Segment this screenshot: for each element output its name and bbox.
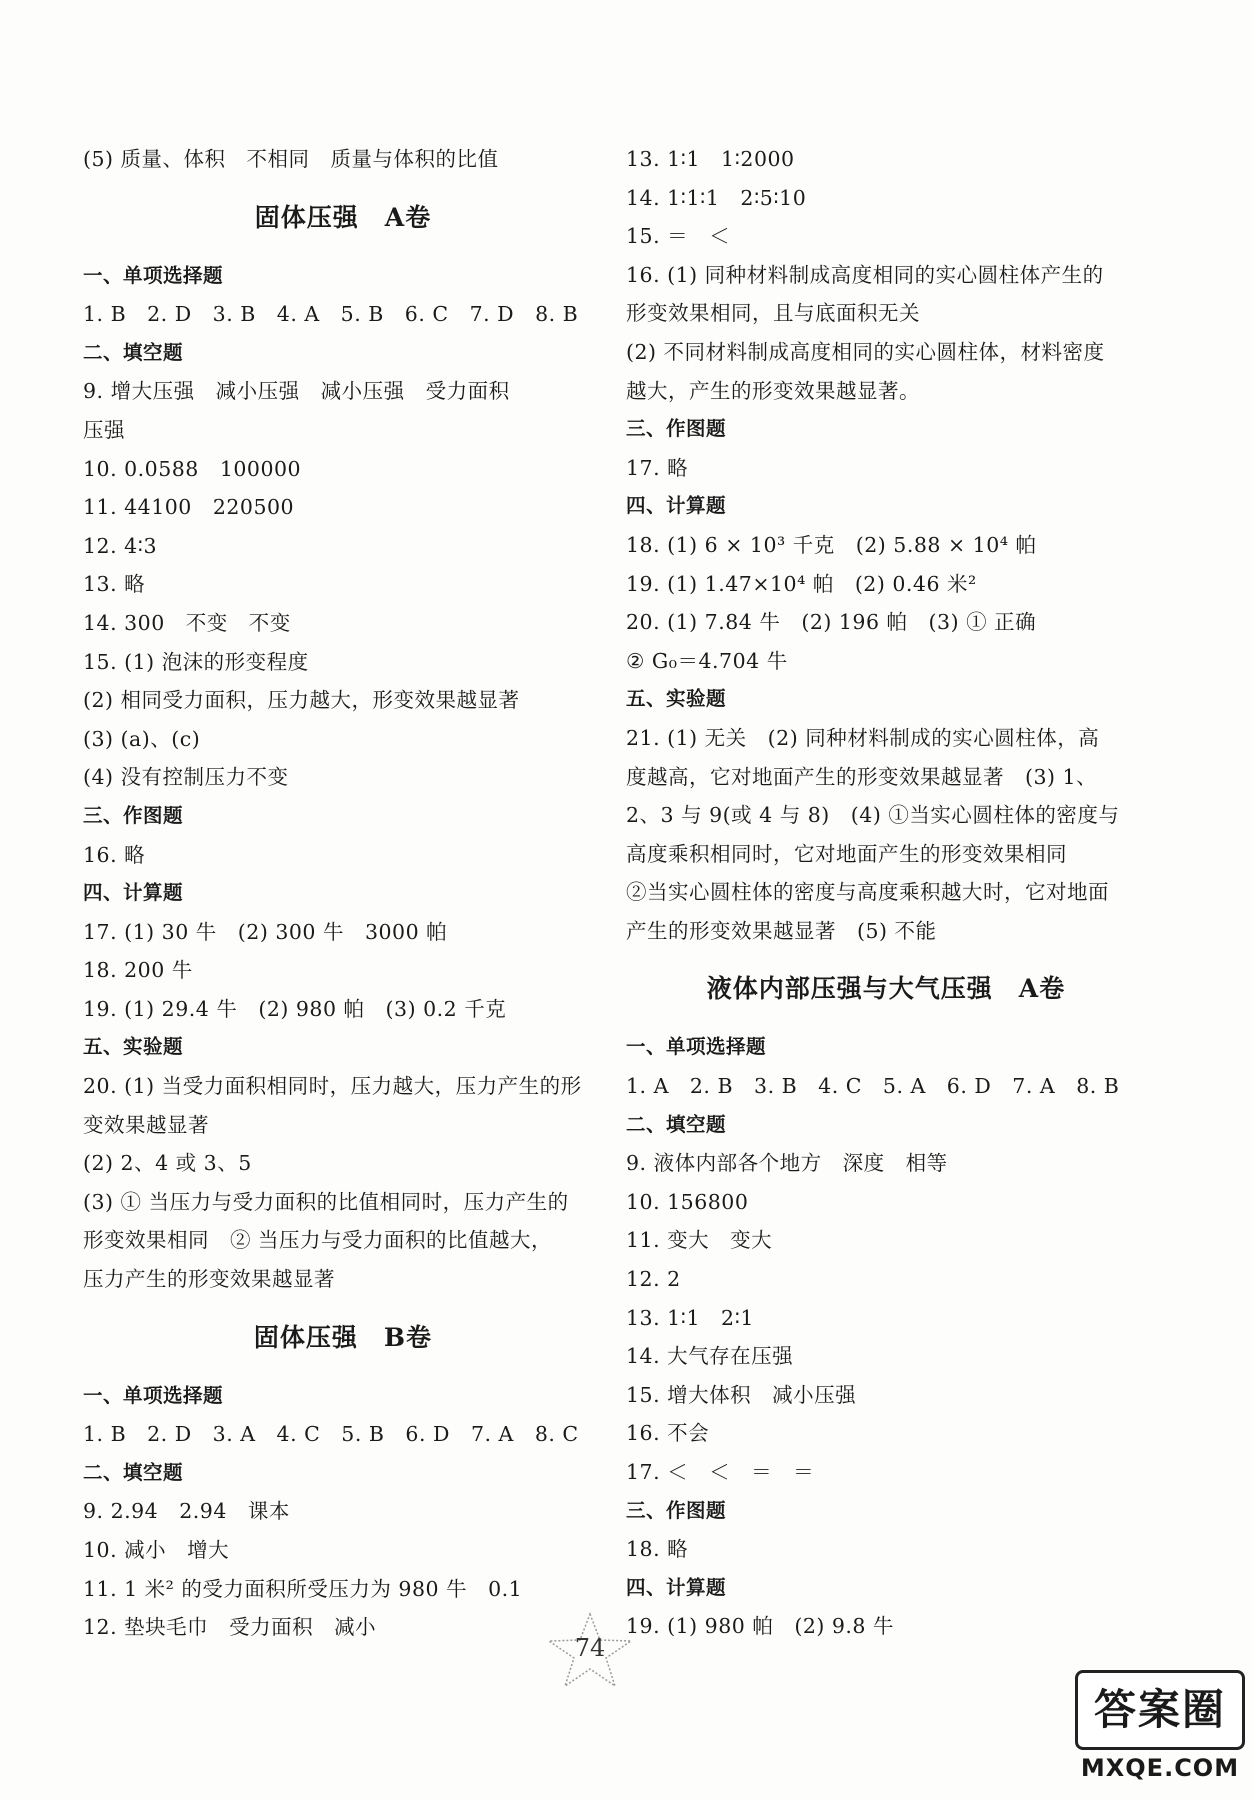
answer-line: (4) 没有控制压力不变 — [83, 765, 289, 790]
section-heading: 三、作图题 — [626, 417, 727, 441]
section-heading: 一、单项选择题 — [626, 1035, 767, 1059]
answer-line: 9. 增大压强 减小压强 减小压强 受力面积 — [83, 379, 510, 404]
answer-line: ② G₀＝4.704 牛 — [626, 648, 788, 673]
answer-line: ②当实心圆柱体的密度与高度乘积越大时，它对地面 — [626, 880, 1109, 905]
section-heading: 二、填空题 — [626, 1112, 727, 1136]
answer-line: 11. 1 米² 的受力面积所受压力为 980 牛 0.1 — [83, 1576, 523, 1601]
answer-line: 19. (1) 29.4 牛 (2) 980 帕 (3) 0.2 千克 — [83, 996, 507, 1021]
section-heading: 四、计算题 — [626, 1575, 727, 1599]
answer-line: 17. ＜ ＜ ＝ ＝ — [626, 1460, 815, 1484]
answer-line: 14. 大气存在压强 — [626, 1344, 794, 1369]
left-column — [83, 140, 603, 1647]
section-title: 液体内部压强与大气压强 A卷 — [706, 974, 1066, 1004]
answer-line: 越大，产生的形变效果越显著。 — [626, 378, 920, 403]
answer-line: 15. (1) 泡沫的形变程度 — [83, 649, 309, 674]
answer-line: 18. 略 — [626, 1537, 689, 1562]
answer-line: 形变效果相同 ② 当压力与受力面积的比值越大， — [83, 1228, 553, 1253]
answer-line: 18. (1) 6 × 10³ 千克 (2) 5.88 × 10⁴ 帕 — [626, 532, 1037, 557]
answer-line: 11. 变大 变大 — [626, 1228, 773, 1253]
page-number-badge — [545, 1612, 635, 1688]
section-heading: 一、单项选择题 — [83, 1383, 224, 1407]
answer-line: 12. 4∶3 — [83, 533, 158, 558]
answer-line: 21. (1) 无关 (2) 同种材料制成的实心圆柱体，高 — [626, 725, 1100, 750]
answer-line: (5) 质量、体积 不相同 质量与体积的比值 — [83, 147, 499, 171]
answer-line: 10. 减小 增大 — [83, 1538, 230, 1562]
answer-line: 15. ＝ ＜ — [626, 224, 731, 249]
page-number: 74 — [574, 1634, 606, 1662]
answer-line: 1. A 2. B 3. B 4. C 5. A 6. D 7. A 8. B — [626, 1074, 1120, 1099]
answer-line: 1. B 2. D 3. B 4. A 5. B 6. C 7. D 8. B — [83, 302, 579, 327]
section-title: 固体压强 B卷 — [253, 1322, 433, 1352]
watermark-logo — [1075, 1670, 1245, 1795]
answer-line: (3) ① 当压力与受力面积的比值相同时，压力产生的 — [83, 1189, 569, 1214]
answer-line: 16. 略 — [83, 842, 146, 867]
section-heading: 二、填空题 — [83, 1460, 184, 1484]
section-heading: 三、作图题 — [83, 803, 184, 827]
right-column — [626, 140, 1146, 1646]
section-heading: 三、作图题 — [626, 1498, 727, 1522]
answer-line: 13. 略 — [83, 572, 146, 597]
watermark-text: 答案圈 — [1093, 1685, 1226, 1734]
answer-line: (2) 2、4 或 3、5 — [83, 1151, 252, 1176]
answer-line: 19. (1) 980 帕 (2) 9.8 牛 — [626, 1614, 894, 1639]
section-heading: 四、计算题 — [626, 494, 727, 518]
answer-line: 15. 增大体积 减小压强 — [626, 1382, 857, 1407]
answer-line: 9. 2.94 2.94 课本 — [83, 1499, 290, 1524]
answer-line: (3) (a)、(c) — [83, 726, 201, 751]
answer-line: 10. 0.0588 100000 — [83, 456, 302, 481]
answer-line: 11. 44100 220500 — [83, 495, 295, 520]
answer-line: 20. (1) 7.84 牛 (2) 196 帕 (3) ① 正确 — [626, 610, 1037, 635]
answer-line: 17. (1) 30 牛 (2) 300 牛 3000 帕 — [83, 919, 448, 944]
answer-line: 20. (1) 当受力面积相同时，压力越大，压力产生的形 — [83, 1074, 582, 1099]
answer-line: 13. 1∶1 1∶2000 — [626, 147, 795, 171]
answer-line: 13. 1∶1 2∶1 — [626, 1305, 754, 1330]
section-heading: 四、计算题 — [83, 881, 184, 905]
section-title: 固体压强 A卷 — [254, 202, 432, 232]
answer-line: 10. 156800 — [626, 1189, 749, 1214]
watermark-url: MXQE.COM — [1080, 1754, 1240, 1782]
answer-line: 19. (1) 1.47×10⁴ 帕 (2) 0.46 米² — [626, 571, 977, 596]
answer-line: 14. 1∶1∶1 2∶5∶10 — [626, 185, 807, 210]
answer-line: 产生的形变效果越显著 (5) 不能 — [626, 918, 937, 943]
answer-line: 12. 垫块毛巾 受力面积 减小 — [83, 1615, 377, 1640]
answer-line: 16. 不会 — [626, 1421, 710, 1446]
section-heading: 二、填空题 — [83, 340, 184, 364]
answer-line: 形变效果相同，且与底面积无关 — [626, 301, 920, 326]
answer-line: 14. 300 不变 不变 — [83, 610, 291, 635]
section-heading: 五、实验题 — [83, 1035, 184, 1059]
answer-line: 18. 200 牛 — [83, 958, 193, 983]
answer-line: 2、3 与 9(或 4 与 8) (4) ①当实心圆柱体的密度与 — [626, 803, 1120, 828]
answer-line: 16. (1) 同种材料制成高度相同的实心圆柱体产生的 — [626, 262, 1104, 287]
answer-line: 1. B 2. D 3. A 4. C 5. B 6. D 7. A 8. C — [83, 1422, 579, 1447]
answer-line: 压力产生的形变效果越显著 — [83, 1267, 335, 1292]
answer-line: 压强 — [83, 417, 125, 442]
answer-line: 度越高，它对地面产生的形变效果越显著 (3) 1、 — [626, 764, 1098, 789]
answer-line: 变效果越显著 — [83, 1112, 209, 1137]
answer-line: 17. 略 — [626, 455, 689, 480]
section-heading: 五、实验题 — [626, 687, 727, 711]
answer-line: 12. 2 — [626, 1267, 681, 1292]
answer-line: 9. 液体内部各个地方 深度 相等 — [626, 1151, 948, 1176]
answer-line: 高度乘积相同时，它对地面产生的形变效果相同 — [626, 841, 1067, 866]
section-heading: 一、单项选择题 — [83, 263, 224, 287]
answer-line: (2) 相同受力面积，压力越大，形变效果越显著 — [83, 688, 520, 713]
answer-line: (2) 不同材料制成高度相同的实心圆柱体，材料密度 — [626, 339, 1105, 364]
